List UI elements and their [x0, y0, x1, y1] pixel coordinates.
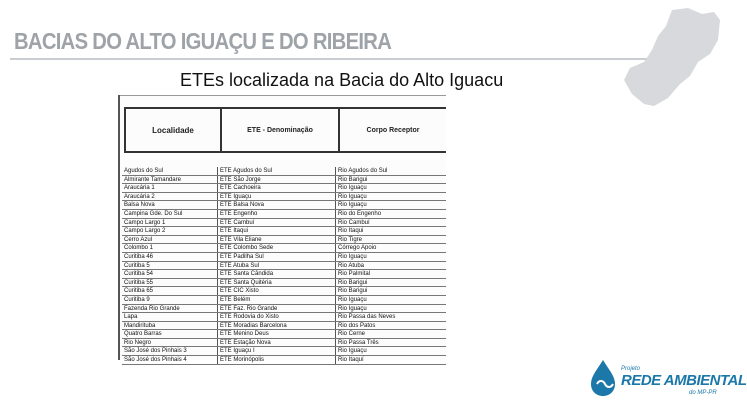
header-divider [10, 58, 660, 60]
cell-ete: ETE Vila Eliane [218, 236, 336, 244]
cell-localidade: Curitiba 65 [122, 287, 218, 295]
cell-corpo-receptor: Rio Iguaçu [338, 348, 367, 355]
cell-localidade: Quatro Barras [122, 330, 218, 338]
cell-corpo-receptor: Rio Cambuí [338, 219, 370, 226]
column-header-corpo-receptor: Corpo Receptor [338, 109, 446, 153]
logo-main-text: REDE AMBIENTAL [621, 372, 747, 389]
page-header-title: BACIAS DO ALTO IGUAÇU E DO RIBEIRA [14, 28, 392, 54]
table-row [122, 201, 446, 210]
cell-localidade: Lapa [122, 313, 218, 321]
cell-ete: ETE Colombo Sede [218, 244, 336, 252]
table-row [122, 339, 446, 348]
cell-localidade: Curitiba 5 [122, 262, 218, 270]
cell-ete: ETE Cachoeira [218, 184, 336, 192]
cell-localidade: Mandirituba [122, 322, 218, 330]
table-row [122, 167, 446, 176]
cell-ete: ETE Morinópolis [218, 356, 336, 364]
cell-ete: ETE Rodovia do Xisto [218, 313, 336, 321]
cell-ete: ETE Cambuí [218, 219, 336, 227]
table-row [122, 219, 446, 228]
table-row [122, 313, 446, 322]
table-row [122, 193, 446, 202]
cell-ete: ETE Moradias Barcelona [218, 322, 336, 330]
table-top-border [120, 95, 446, 96]
cell-ete: ETE Belém [218, 296, 336, 304]
table-row [122, 236, 446, 245]
cell-corpo-receptor: Rio Iguaçu [338, 305, 367, 312]
cell-ete: ETE Atuba Sul [218, 262, 336, 270]
table-row [122, 296, 446, 305]
logo-sub-text: do MP-PR [689, 390, 717, 396]
cell-localidade: São José dos Pinhais 3 [122, 347, 218, 355]
cell-localidade: Curitiba 54 [122, 270, 218, 278]
cell-localidade: Curitiba 55 [122, 279, 218, 287]
table-row [122, 330, 446, 339]
cell-corpo-receptor: Rio Passa Três [338, 339, 379, 346]
cell-localidade: Almirante Tamandare [122, 176, 218, 184]
cell-ete: ETE Santa Quitéria [218, 279, 336, 287]
cell-corpo-receptor: Rio dos Patos [338, 322, 376, 329]
column-header-ete: ETE - Denominação [220, 109, 338, 153]
table-row [122, 176, 446, 185]
cell-corpo-receptor: Rio Iguaçu [338, 202, 367, 209]
table-row [122, 347, 446, 356]
cell-corpo-receptor: Rio Cerne [338, 331, 366, 338]
table-body [122, 167, 446, 365]
parana-map-icon [610, 6, 720, 116]
column-header-localidade: Localidade [124, 109, 220, 153]
cell-corpo-receptor: Rio do Engenho [338, 210, 382, 217]
cell-localidade: Colombo 1 [122, 244, 218, 252]
cell-localidade: Araucária 1 [122, 184, 218, 192]
table-row [122, 210, 446, 219]
cell-corpo-receptor: Rio Iguaçu [338, 185, 367, 192]
cell-localidade: Campo Largo 1 [122, 219, 218, 227]
cell-ete: ETE Menino Deus [218, 330, 336, 338]
table-row [122, 270, 446, 279]
table-row [122, 287, 446, 296]
table-row [122, 253, 446, 262]
cell-localidade: Fazenda Rio Grande [122, 305, 218, 313]
table-row [122, 244, 446, 253]
table-row [122, 184, 446, 193]
cell-corpo-receptor: Rio Barigui [338, 279, 368, 286]
cell-ete: ETE Faz. Rio Grande [218, 305, 336, 313]
cell-corpo-receptor: Rio Barigui [338, 288, 368, 295]
cell-localidade: Curitiba 46 [122, 253, 218, 261]
table-row [122, 227, 446, 236]
cell-localidade: São José dos Pinhais 4 [122, 356, 218, 364]
cell-corpo-receptor: Rio Agudos do Sul [338, 168, 388, 174]
cell-localidade: Araucária 2 [122, 193, 218, 201]
cell-localidade: Campo Largo 2 [122, 227, 218, 235]
cell-corpo-receptor: Rio Palmital [338, 271, 371, 278]
cell-corpo-receptor: Rio Passa das Neves [338, 314, 396, 321]
cell-ete: ETE Agudos do Sul [218, 167, 336, 175]
cell-localidade: Balsa Nova [122, 201, 218, 209]
cell-localidade: Cerro Azul [122, 236, 218, 244]
table-row [122, 262, 446, 271]
rede-ambiental-logo [585, 358, 747, 405]
cell-corpo-receptor: Rio Iguaçu [338, 193, 367, 200]
slide-subtitle: ETEs localizada na Bacia do Alto Iguacu [180, 70, 504, 90]
cell-ete: ETE Santa Cândida [218, 270, 336, 278]
cell-corpo-receptor: Rio Itaqui [338, 228, 364, 235]
water-drop-icon [585, 358, 621, 398]
cell-corpo-receptor: Rio Barigui [338, 176, 368, 183]
ete-table-scan [118, 95, 446, 364]
cell-ete: ETE Itaqui [218, 227, 336, 235]
table-row [122, 305, 446, 314]
table-row [122, 279, 446, 288]
cell-localidade: Agudos do Sul [122, 167, 218, 175]
cell-ete: ETE Iguaçu [218, 193, 336, 201]
cell-corpo-receptor: Rio Tigre [338, 236, 363, 243]
cell-localidade: Rio Negro [122, 339, 218, 347]
cell-localidade: Campina Gde. Do Sul [122, 210, 218, 218]
cell-ete: ETE Estação Nova [218, 339, 336, 347]
cell-ete: ETE Padilha Sul [218, 253, 336, 261]
cell-corpo-receptor: Rio Iguaçu [338, 296, 367, 303]
cell-corpo-receptor: Rio Atuba [338, 262, 365, 269]
cell-ete: ETE Balsa Nova [218, 201, 336, 209]
cell-corpo-receptor: Córrego Apoio [338, 245, 377, 252]
cell-corpo-receptor: Rio Itaquí [338, 357, 364, 364]
cell-localidade: Curitiba 9 [122, 296, 218, 304]
table-row [122, 322, 446, 331]
cell-ete: ETE São Jorge [218, 176, 336, 184]
table-row [122, 356, 446, 365]
cell-ete: ETE CIC Xisto [218, 287, 336, 295]
logo-small-text: Projeto [621, 366, 641, 372]
cell-corpo-receptor: Rio Iguaçu [338, 253, 367, 260]
cell-ete: ETE Engenho [218, 210, 336, 218]
cell-ete: ETE Iguaçu I [218, 347, 336, 355]
